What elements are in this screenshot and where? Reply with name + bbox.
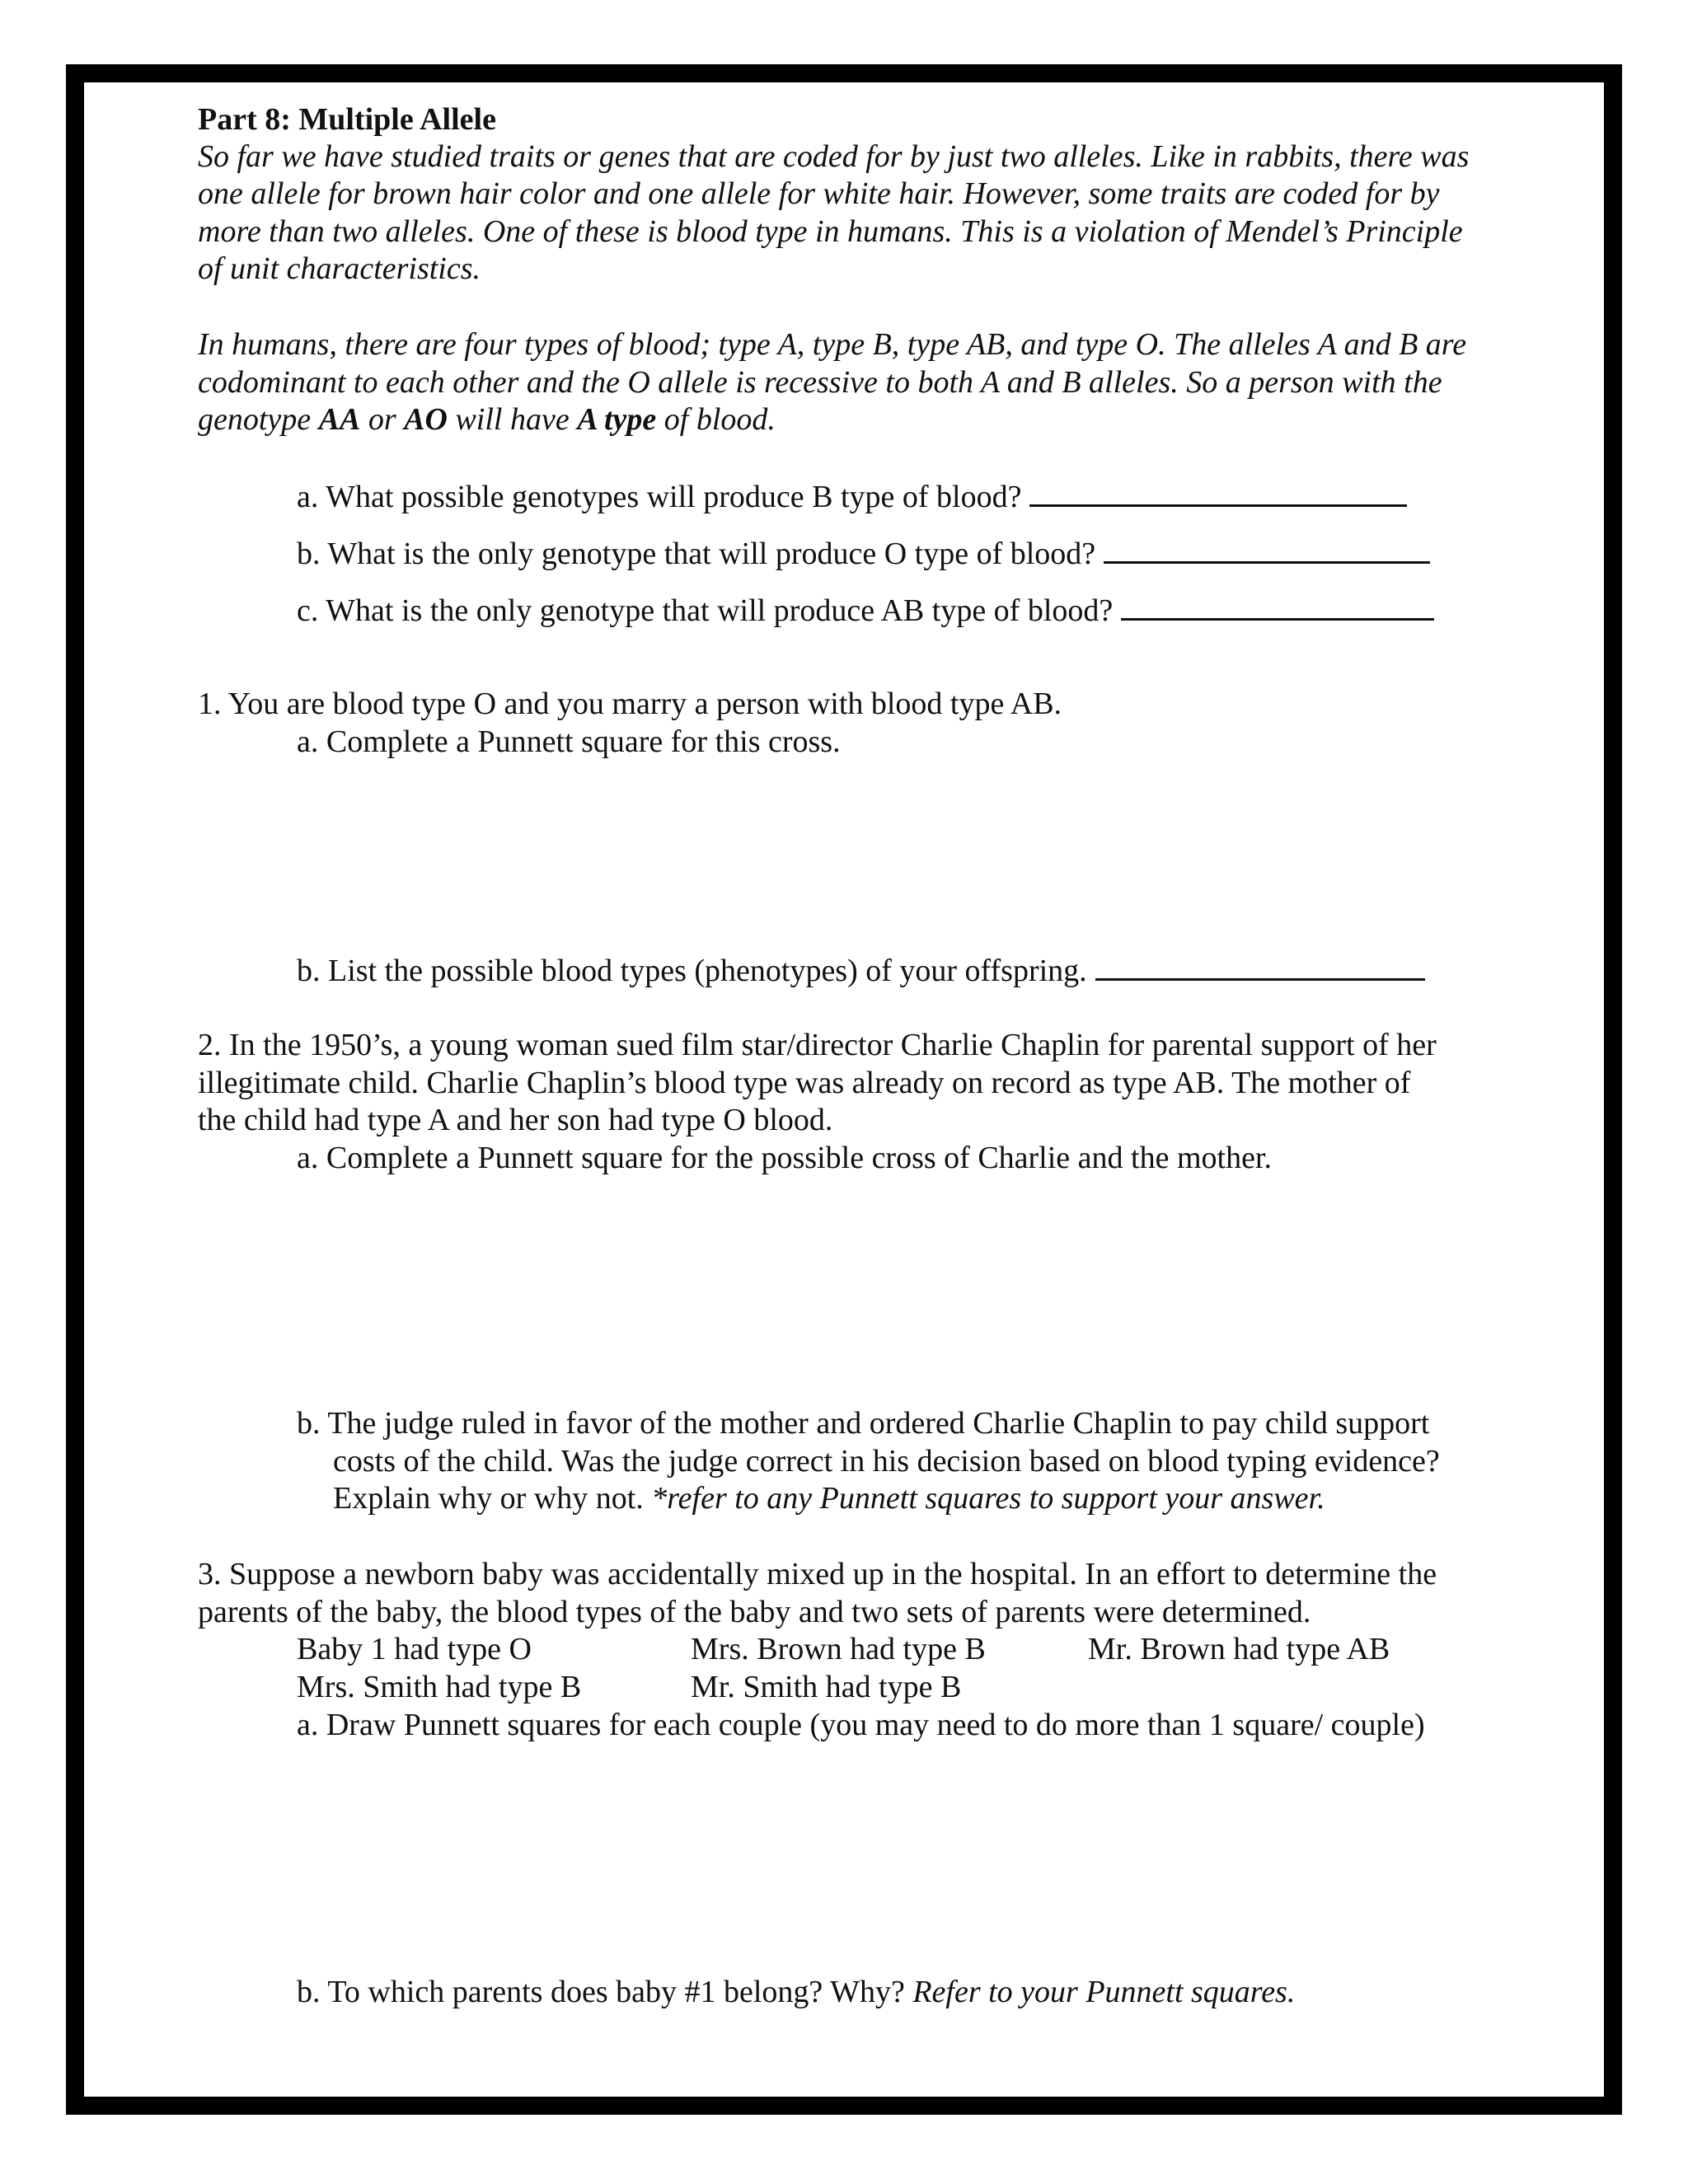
q2-stem-line: 2. In the 1950’s, a young woman sued film star/director Charlie Chaplin for parental support of her [198, 1028, 1437, 1062]
question-c [297, 590, 1434, 630]
question-text: c. What is the only genotype that will produce AB type of blood? [297, 593, 1114, 628]
q2-b-line: b. The judge ruled in favor of the mother and ordered Charlie Chaplin to pay child support [297, 1406, 1430, 1441]
genotype-ao: AO [404, 402, 448, 437]
q3-stem-line: parents of the baby, the blood types of the baby and two sets of parents were determined. [198, 1595, 1311, 1629]
answer-blank[interactable] [1121, 590, 1434, 621]
q2-b-line [333, 1479, 1325, 1517]
q1-a: a. Complete a Punnett square for this cross. [297, 724, 841, 759]
intro-line: of unit characteristics. [198, 251, 481, 286]
q1-b [297, 950, 1425, 990]
answer-blank[interactable] [1029, 476, 1407, 507]
q2-stem-line: illegitimate child. Charlie Chaplin’s blood type was already on record as type AB. The mother of [198, 1066, 1411, 1100]
intro-line: In humans, there are four types of blood; type A, type B, type AB, and type O. The alleles A and B are [198, 327, 1467, 362]
text-segment-italic: *refer to any Punnett squares to support your answer. [651, 1481, 1325, 1516]
mr-brown-type: Mr. Brown had type AB [1088, 1632, 1390, 1666]
text-segment: will have [447, 402, 578, 437]
baby-1-type: Baby 1 had type O [297, 1632, 532, 1666]
question-text: b. What is the only genotype that will produce O type of blood? [297, 537, 1096, 571]
q3-stem-line: 3. Suppose a newborn baby was accidentally mixed up in the hospital. In an effort to determine the [198, 1557, 1437, 1591]
text-segment: or [360, 402, 405, 437]
mrs-smith-type: Mrs. Smith had type B [297, 1670, 582, 1704]
q2-a: a. Complete a Punnett square for the possible cross of Charlie and the mother. [297, 1141, 1272, 1175]
text-segment-italic: Refer to your Punnett squares. [912, 1975, 1296, 2009]
text-segment: b. To which parents does baby #1 belong? Why? [297, 1975, 913, 2009]
q3-a: a. Draw Punnett squares for each couple (you may need to do more than 1 square/ couple) [297, 1708, 1425, 1742]
question-a [297, 476, 1407, 516]
a-type: A type [577, 402, 657, 437]
intro-line: So far we have studied traits or genes that are coded for by just two alleles. Like in rabbits, there was [198, 139, 1470, 174]
q2-stem-line: the child had type A and her son had type O blood. [198, 1103, 833, 1137]
intro-line-genotype [198, 401, 776, 438]
intro-line: more than two alleles. One of these is blood type in humans. This is a violation of Mendel’s Principle [198, 214, 1463, 249]
answer-blank[interactable] [1104, 533, 1430, 564]
question-text: b. List the possible blood types (phenotypes) of your offspring. [297, 954, 1087, 988]
q2-b-line: costs of the child. Was the judge correct in his decision based on blood typing evidence? [333, 1444, 1440, 1479]
question-text: a. What possible genotypes will produce B type of blood? [297, 480, 1022, 514]
genotype-aa: AA [318, 402, 361, 437]
mr-smith-type: Mr. Smith had type B [691, 1670, 962, 1704]
section-heading: Part 8: Multiple Allele [198, 102, 496, 137]
text-segment: genotype [198, 402, 319, 437]
q1-stem: 1. You are blood type O and you marry a person with blood type AB. [198, 687, 1062, 721]
mrs-brown-type: Mrs. Brown had type B [691, 1632, 986, 1666]
question-b [297, 533, 1430, 573]
q3-b [297, 1973, 1295, 2011]
intro-line: one allele for brown hair color and one allele for white hair. However, some traits are coded for by [198, 176, 1440, 211]
text-segment: of blood. [656, 402, 776, 437]
text-segment: Explain why or why not. [333, 1481, 652, 1516]
answer-blank[interactable] [1095, 950, 1425, 981]
intro-line: codominant to each other and the O allele is recessive to both A and B alleles. So a person with the [198, 365, 1442, 400]
